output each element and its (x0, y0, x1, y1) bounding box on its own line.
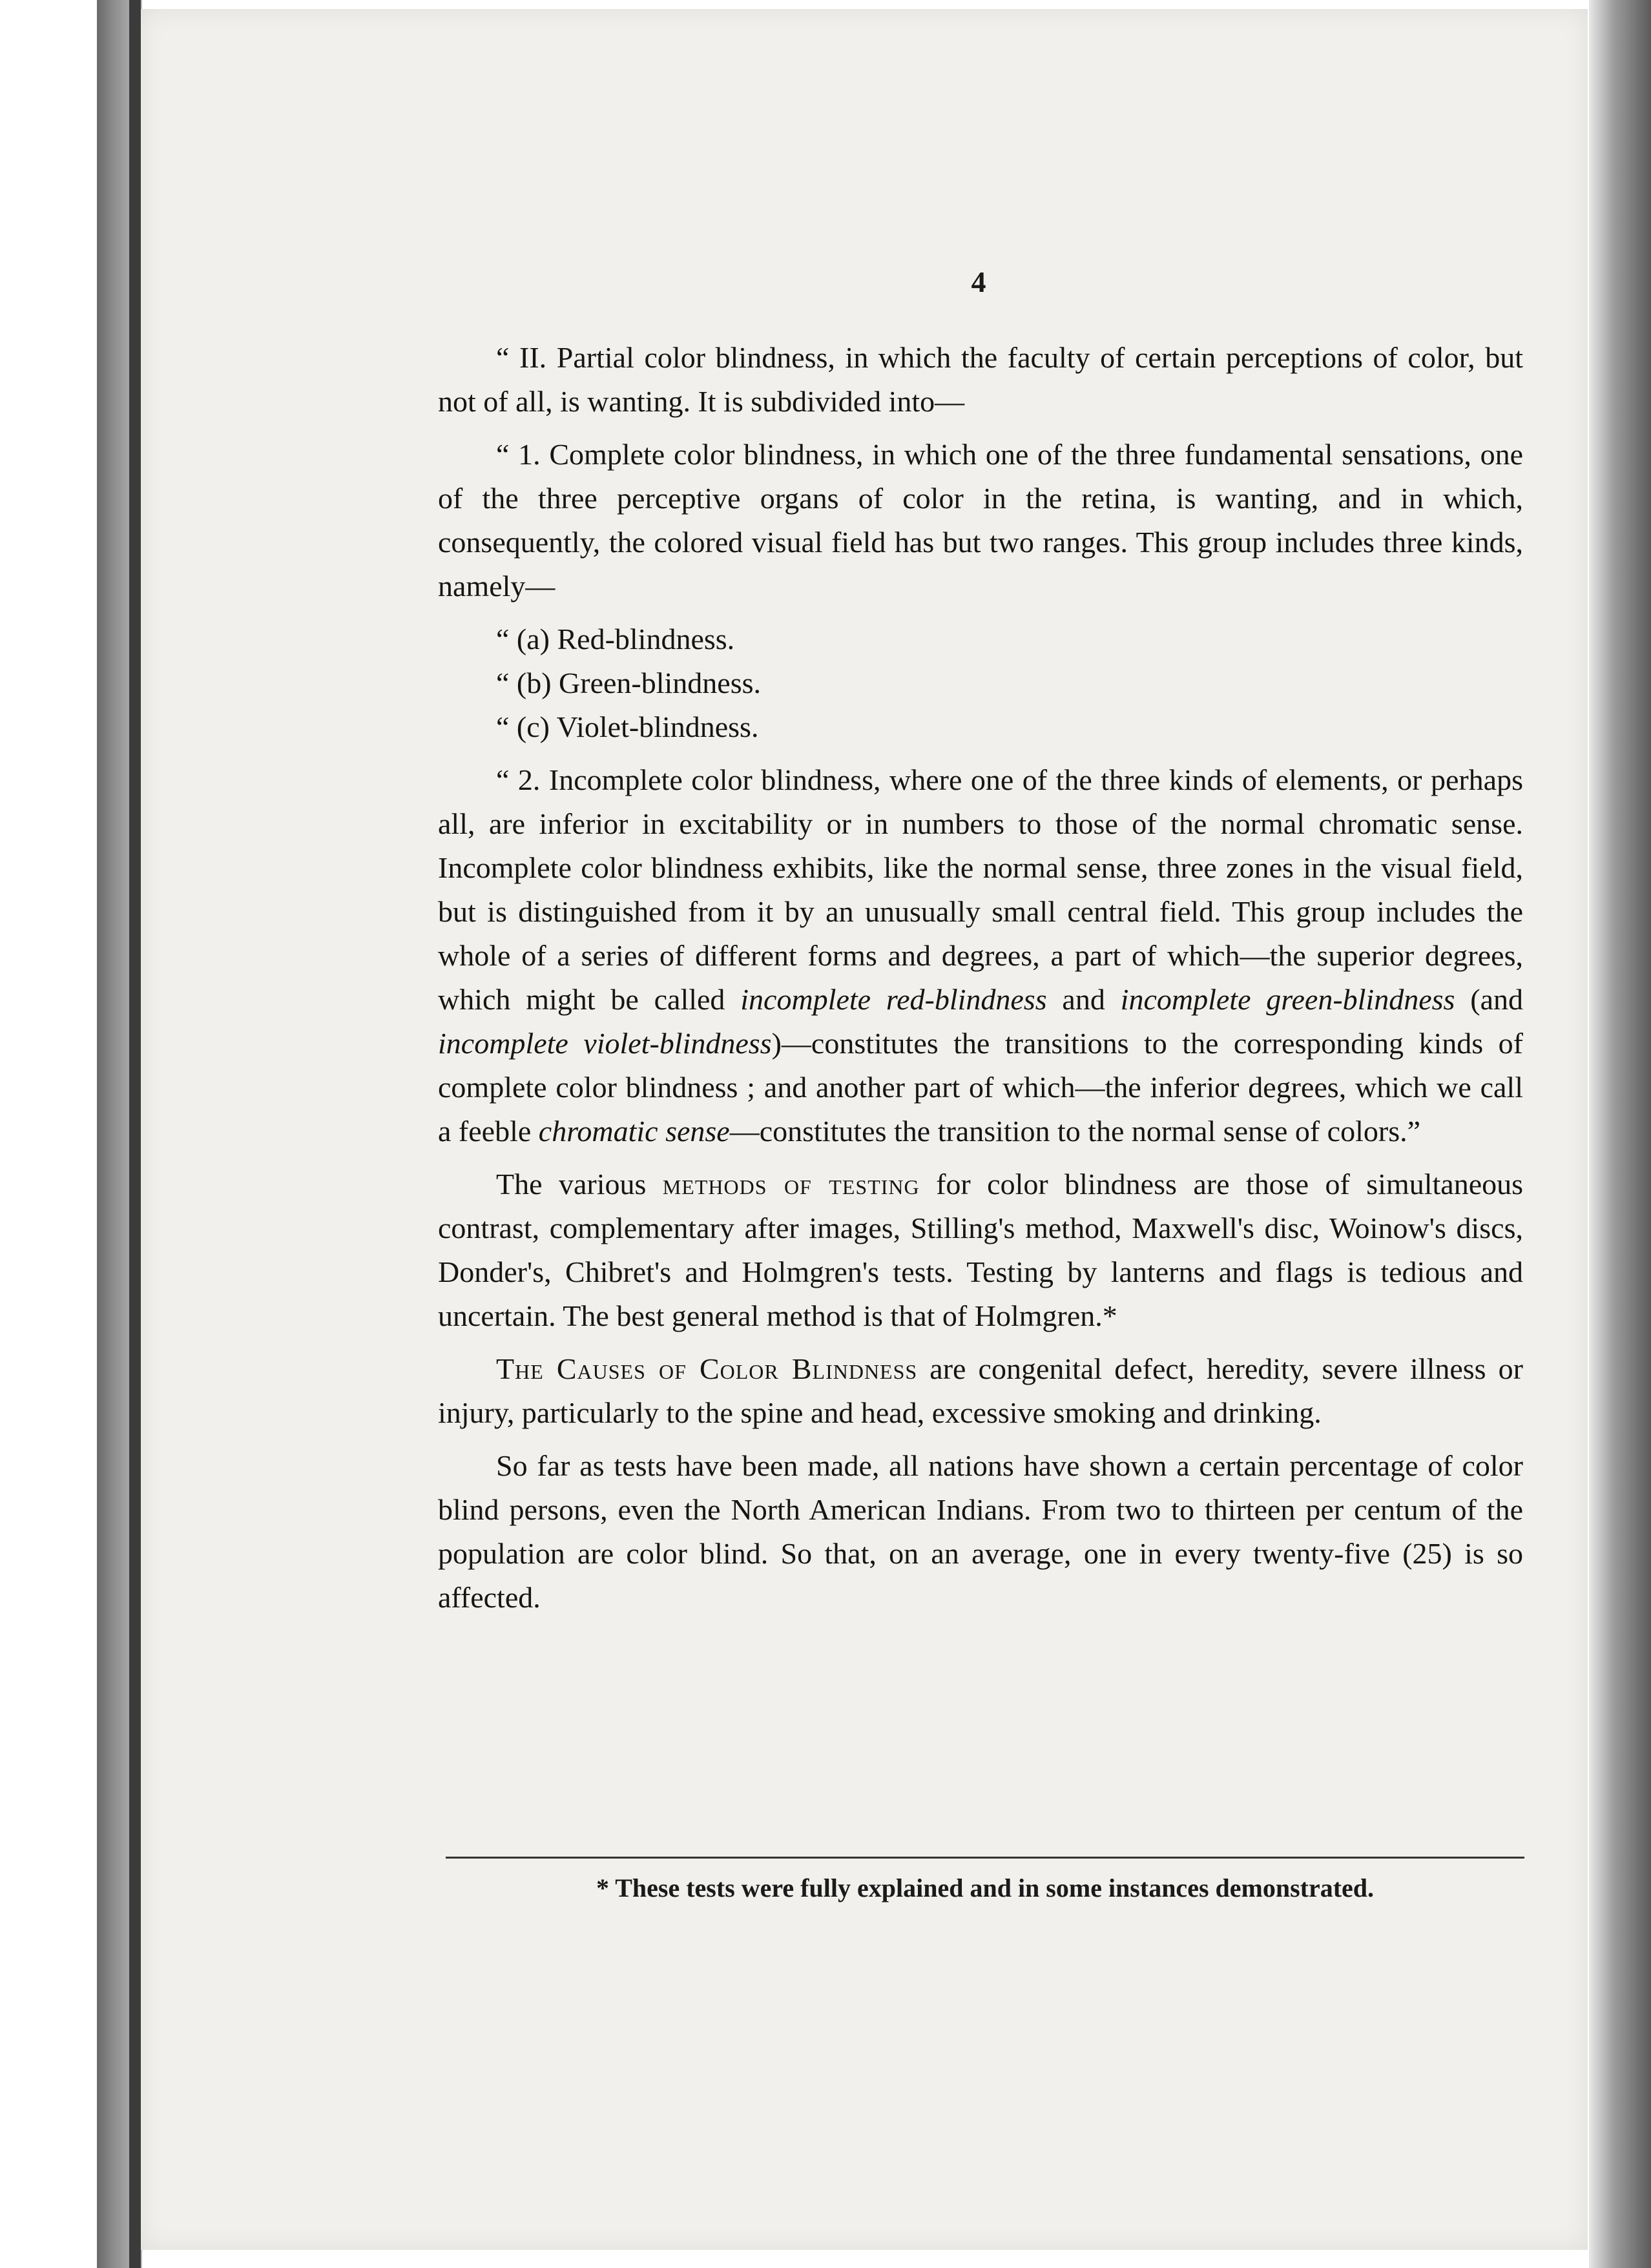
italic-term: incomplete green-blindness (1120, 983, 1455, 1016)
text-run: for color blindness are those of simultaneous contrast, complementary after images, Stilling's method, Maxwell's disc, Woinow's discs, Donder's, Chibret's and Holmgren's tests. Testing by lanterns and flags is tedious and uncertain. The best general method is that of Holmgren.* (438, 1168, 1524, 1332)
small-caps-heading: methods of testing (662, 1168, 920, 1201)
italic-term: incomplete violet-blindness (438, 1027, 772, 1060)
paragraph-complete-color-blindness: “ 1. Complete color blindness, in which one of the three fundamental sensations, one of the three perceptive organs of color in the retina, is wanting, and in which, consequently, the colored visual field has but two ranges. This group includes three kinds, namely— (438, 438, 1523, 603)
right-binding-edge (1589, 0, 1651, 2268)
paragraph-statistics: So far as tests have been made, all nations have shown a certain percentage of color blind persons, even the North American Indians. From two to thirteen per centum of the population are color blind. So that, on an average, one in every twenty-five (25) is so affected. (438, 1449, 1523, 1614)
small-caps-heading: The Causes of Color Blindness (496, 1352, 918, 1385)
text-run: “ 2. Incomplete color blindness, where one of the three kinds of elements, or perhaps all, are inferior in excitability or in numbers to those of the normal chromatic sense. Incomplete color blindness exhibits, like the normal sense, three zones in the visual field, but is distinguished from it by an unusually small central field. This group includes the whole of a series of different forms and degrees, a part of which—the superior degrees, which might be called (438, 763, 1523, 1016)
list-item-violet-blindness: “ (c) Violet-blindness. (496, 710, 759, 743)
list-item-green-blindness: “ (b) Green-blindness. (496, 666, 762, 699)
text-run: The various (496, 1168, 663, 1201)
paragraph-methods-of-testing (438, 1162, 1523, 1338)
body-text (438, 336, 1523, 1629)
list-item-red-blindness: “ (a) Red-blindness. (496, 623, 735, 655)
footnote: * These tests were fully explained and in some instances demonstrated. (596, 1873, 1375, 1902)
italic-term: chromatic sense (538, 1115, 730, 1148)
page-number: 4 (971, 265, 986, 298)
text-run: —constitutes the transition to the normal sense of colors.” (729, 1115, 1421, 1148)
italic-term: incomplete red-blindness (740, 983, 1047, 1016)
text-run: and (1046, 983, 1121, 1016)
footnote-divider (446, 1857, 1524, 1859)
paragraph-causes (438, 1347, 1523, 1435)
text-run: )—constitutes the transitions to the corresponding kinds of complete color blindness ; and another part of which—the inferior degrees, which we call a feeble (438, 1027, 1524, 1148)
text-run: (and (1455, 983, 1523, 1016)
paragraph-incomplete-color-blindness (438, 758, 1523, 1153)
paragraph-partial-color-blindness: “ II. Partial color blindness, in which the faculty of certain perceptions of color, but not of all, is wanting. It is subdivided into— (438, 341, 1523, 418)
left-binding-shadow (129, 0, 141, 2268)
text-run: are congenital defect, heredity, severe illness or injury, particularly to the spine and head, excessive smoking and drinking. (438, 1352, 1523, 1429)
